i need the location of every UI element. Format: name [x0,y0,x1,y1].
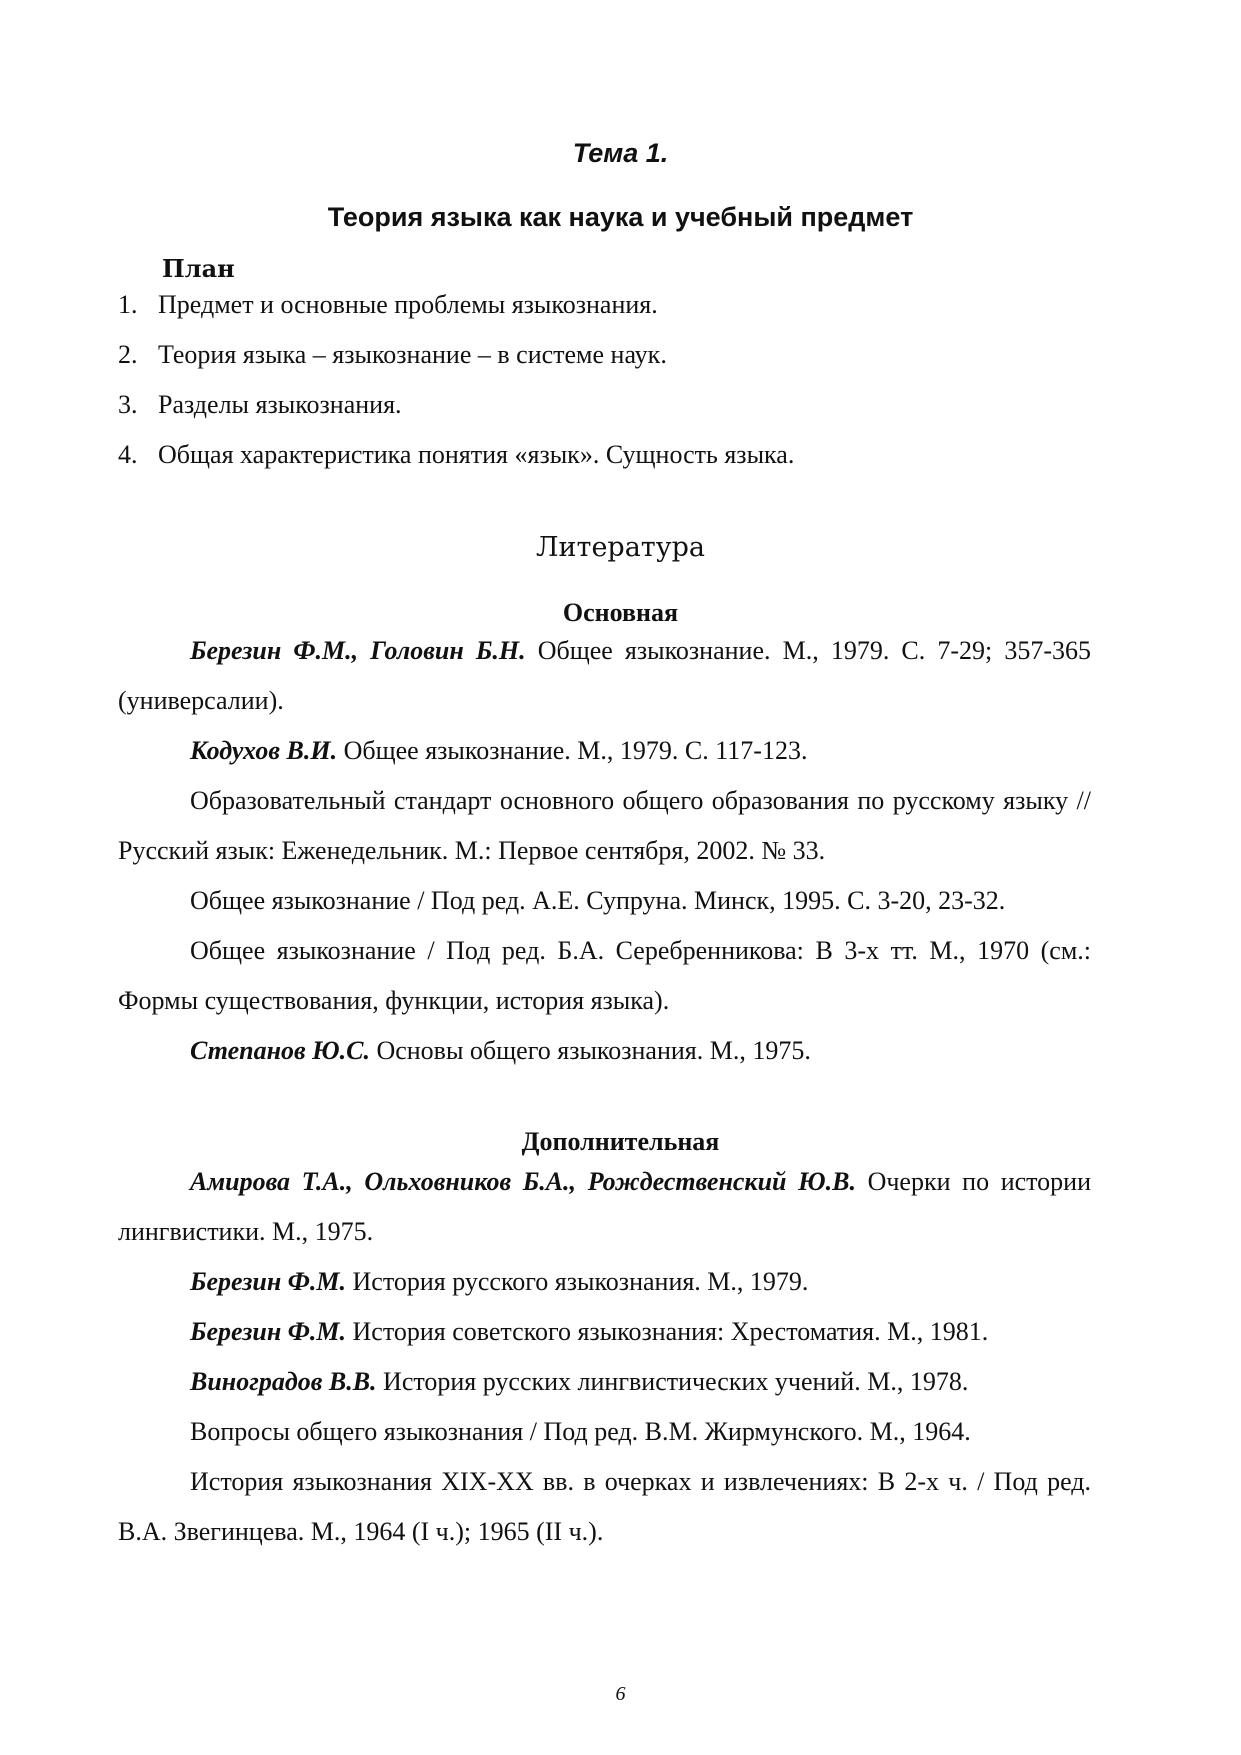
reference-text: Вопросы общего языкознания / Под ред. В.М. Жирмунского. М., 1964. [190,1417,971,1446]
reference-entry [118,626,1091,726]
page-number: 6 [615,1683,626,1705]
reference-entry [118,726,1091,776]
reference-text: Общее языкознание. М., 1979. С. 7-29; 357-365 (универсалии). [118,636,1091,715]
reference-author: Виноградов В.В. [190,1367,377,1396]
reference-text: История языкознания XIX-XX вв. в очерках и извлечениях: В 2-х ч. / Под ред. В.А. Звегинцева. М., 1964 (I ч.); 1965 (II ч.). [118,1467,1091,1546]
reference-entry [118,1257,1091,1307]
reference-text: Образовательный стандарт основного общего образования по русскому языку // Русский язык: Еженедельник. М.: Первое сентября, 2002. № 33. [118,786,1091,865]
reference-text: Основы общего языкознания. М., 1975. [369,1036,811,1065]
reference-author: Степанов Ю.С. [190,1036,370,1065]
reference-entry [118,1307,1091,1357]
reference-entry [118,1407,1091,1457]
basic-literature-list [118,626,1091,1076]
topic-title: Теория языка как наука и учебный предмет [327,202,914,232]
reference-text: Общее языкознание / Под ред. Б.А. Серебренникова: В 3-х тт. М., 1970 (см.: Формы существования, функции, история языка). [118,936,1091,1015]
reference-entry [118,926,1091,1026]
reference-entry [118,1357,1091,1407]
reference-author: Березин Ф.М., Головин Б.Н. [190,636,526,665]
plan-list [118,288,1118,488]
reference-entry [118,1157,1091,1257]
plan-item-text: Теория языка – языкознание – в системе наук. [158,340,667,369]
plan-item-number: 4. [118,440,138,469]
plan-item [118,338,1118,388]
plan-item [118,438,1118,488]
reference-text: История русского языкознания. М., 1979. [346,1267,809,1296]
plan-item [118,388,1118,438]
reference-author: Березин Ф.М. [190,1317,347,1346]
reference-text: История русских лингвистических учений. М., 1978. [376,1367,969,1396]
plan-item-text: Предмет и основные проблемы языкознания. [158,290,658,319]
literature-heading: Литература [535,532,706,563]
reference-text: Общее языкознание. М., 1979. С. 117-123. [337,736,808,765]
plan-item-number: 2. [118,340,138,369]
plan-item [118,288,1118,338]
reference-text: История советского языкознания: Хрестоматия. М., 1981. [346,1317,989,1346]
topic-label: Тема 1. [572,138,669,168]
reference-entry [118,1457,1091,1557]
basic-literature-heading: Основная [562,598,679,627]
plan-item-number: 3. [118,390,138,419]
reference-text: Очерки по истории лингвистики. М., 1975. [118,1167,1091,1246]
reference-entry [118,876,1091,926]
additional-literature-list [118,1157,1091,1557]
plan-item-number: 1. [118,290,138,319]
plan-item-text: Разделы языкознания. [158,390,402,419]
reference-author: Березин Ф.М. [190,1267,347,1296]
reference-author: Кодухов В.И. [190,736,338,765]
reference-entry [118,1026,1091,1076]
reference-author: Амирова Т.А., Ольховников Б.А., Рождественский Ю.В. [190,1167,856,1196]
plan-heading: План [162,254,235,283]
additional-literature-heading: Дополнительная [521,1127,720,1156]
reference-text: Общее языкознание / Под ред. А.Е. Супруна. Минск, 1995. С. 3-20, 23-32. [190,886,1006,915]
reference-entry [118,776,1091,876]
plan-item-text: Общая характеристика понятия «язык». Сущность языка. [158,440,795,469]
